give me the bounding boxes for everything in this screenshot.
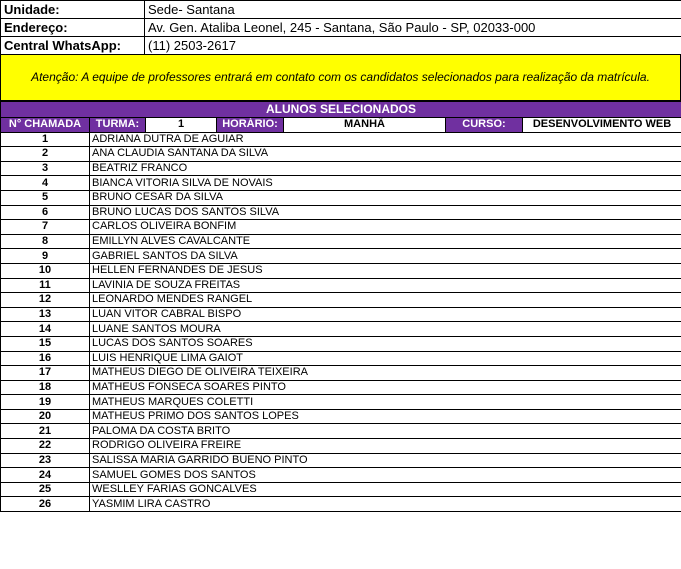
roster-title-row [1, 102, 681, 118]
chamada-header: N° CHAMADA [1, 118, 90, 133]
table-row [1, 424, 681, 439]
table-row [1, 263, 681, 278]
chamada-number: 17 [1, 366, 90, 381]
curso-label: CURSO: [446, 118, 523, 133]
chamada-number: 8 [1, 234, 90, 249]
whatsapp-value: (11) 2503-2617 [145, 37, 681, 55]
table-row [1, 497, 681, 512]
table-row [1, 351, 681, 366]
student-name: SALISSA MARIA GARRIDO BUENO PINTO [90, 453, 681, 468]
table-row [1, 395, 681, 410]
chamada-number: 13 [1, 307, 90, 322]
horario-label: HORÁRIO: [217, 118, 284, 133]
chamada-number: 2 [1, 147, 90, 162]
table-row [1, 366, 681, 381]
unidade-value: Sede- Santana [145, 1, 681, 19]
roster-header-row [1, 118, 681, 133]
student-name: BRUNO CESAR DA SILVA [90, 190, 681, 205]
student-rows [1, 132, 681, 511]
table-row [1, 278, 681, 293]
table-row [1, 147, 681, 162]
chamada-number: 21 [1, 424, 90, 439]
student-name: MATHEUS PRIMO DOS SANTOS LOPES [90, 409, 681, 424]
table-row [1, 293, 681, 308]
chamada-number: 23 [1, 453, 90, 468]
chamada-number: 11 [1, 278, 90, 293]
student-name: LUCAS DOS SANTOS SOARES [90, 336, 681, 351]
unidade-row [1, 1, 681, 19]
chamada-number: 15 [1, 336, 90, 351]
student-name: SAMUEL GOMES DOS SANTOS [90, 468, 681, 483]
student-name: BRUNO LUCAS DOS SANTOS SILVA [90, 205, 681, 220]
table-row [1, 482, 681, 497]
whatsapp-row [1, 37, 681, 55]
endereco-value: Av. Gen. Ataliba Leonel, 245 - Santana, São Paulo - SP, 02033-000 [145, 19, 681, 37]
student-name: MATHEUS MARQUES COLETTI [90, 395, 681, 410]
chamada-number: 18 [1, 380, 90, 395]
unit-info-table [0, 0, 681, 55]
table-row [1, 468, 681, 483]
student-name: HELLEN FERNANDES DE JESUS [90, 263, 681, 278]
table-row [1, 234, 681, 249]
table-row [1, 176, 681, 191]
student-name: LAVINIA DE SOUZA FREITAS [90, 278, 681, 293]
table-row [1, 220, 681, 235]
student-name: BIANCA VITORIA SILVA DE NOVAIS [90, 176, 681, 191]
table-row [1, 205, 681, 220]
student-name: BEATRIZ FRANCO [90, 161, 681, 176]
curso-value: DESENVOLVIMENTO WEB [523, 118, 681, 133]
student-name: MATHEUS DIEGO DE OLIVEIRA TEIXEIRA [90, 366, 681, 381]
student-name: LUIS HENRIQUE LIMA GAIOT [90, 351, 681, 366]
chamada-number: 3 [1, 161, 90, 176]
table-row [1, 453, 681, 468]
chamada-number: 1 [1, 132, 90, 147]
student-name: LUAN VITOR CABRAL BISPO [90, 307, 681, 322]
chamada-number: 16 [1, 351, 90, 366]
chamada-number: 7 [1, 220, 90, 235]
chamada-number: 25 [1, 482, 90, 497]
student-name: RODRIGO OLIVEIRA FREIRE [90, 439, 681, 454]
table-row [1, 161, 681, 176]
student-name: MATHEUS FONSECA SOARES PINTO [90, 380, 681, 395]
student-name: PALOMA DA COSTA BRITO [90, 424, 681, 439]
roster-title: ALUNOS SELECIONADOS [1, 102, 681, 118]
turma-label: TURMA: [90, 118, 146, 133]
whatsapp-label: Central WhatsApp: [1, 37, 145, 55]
turma-value: 1 [146, 118, 217, 133]
chamada-number: 10 [1, 263, 90, 278]
student-name: CARLOS OLIVEIRA BONFIM [90, 220, 681, 235]
endereco-row [1, 19, 681, 37]
chamada-number: 6 [1, 205, 90, 220]
student-name: LUANE SANTOS MOURA [90, 322, 681, 337]
chamada-number: 4 [1, 176, 90, 191]
table-row [1, 307, 681, 322]
unidade-label: Unidade: [1, 1, 145, 19]
student-name: LEONARDO MENDES RANGEL [90, 293, 681, 308]
chamada-number: 26 [1, 497, 90, 512]
table-row [1, 439, 681, 454]
chamada-number: 5 [1, 190, 90, 205]
endereco-label: Endereço: [1, 19, 145, 37]
chamada-number: 14 [1, 322, 90, 337]
chamada-number: 24 [1, 468, 90, 483]
chamada-number: 22 [1, 439, 90, 454]
table-row [1, 409, 681, 424]
table-row [1, 132, 681, 147]
chamada-number: 12 [1, 293, 90, 308]
student-name: GABRIEL SANTOS DA SILVA [90, 249, 681, 264]
student-name: ANA CLAUDIA SANTANA DA SILVA [90, 147, 681, 162]
chamada-number: 19 [1, 395, 90, 410]
chamada-number: 20 [1, 409, 90, 424]
table-row [1, 322, 681, 337]
student-name: EMILLYN ALVES CAVALCANTE [90, 234, 681, 249]
student-name: ADRIANA DUTRA DE AGUIAR [90, 132, 681, 147]
chamada-number: 9 [1, 249, 90, 264]
table-row [1, 190, 681, 205]
students-table [0, 101, 681, 512]
attention-notice: Atenção: A equipe de professores entrará em contato com os candidatos selecionados para realização da matrícula. [0, 55, 681, 101]
table-row [1, 336, 681, 351]
table-row [1, 249, 681, 264]
student-name: WESLLEY FARIAS GONCALVES [90, 482, 681, 497]
student-name: YASMIM LIRA CASTRO [90, 497, 681, 512]
table-row [1, 380, 681, 395]
horario-value: MANHÃ [284, 118, 446, 133]
